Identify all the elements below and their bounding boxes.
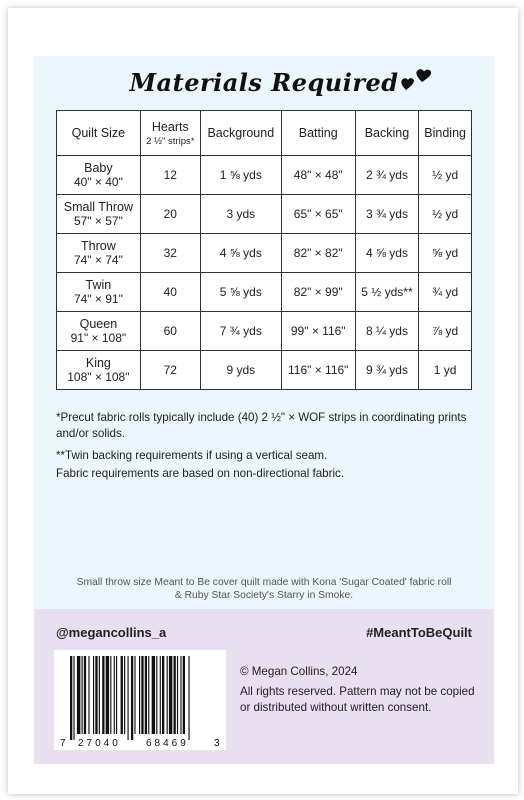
- table-row: [57, 273, 472, 312]
- cell-hearts: 40: [140, 273, 200, 312]
- header-hearts: Hearts 2 ½" strips*: [140, 111, 200, 156]
- cell-binding: ¾ yd: [419, 273, 472, 312]
- barcode-bar: [131, 656, 133, 740]
- copyright-line: © Megan Collins, 2024: [240, 665, 358, 678]
- barcode-bar: [93, 656, 94, 734]
- barcode-bar: [110, 656, 111, 734]
- barcode-bar: [77, 656, 80, 734]
- barcode: [54, 650, 226, 750]
- barcode-digit-check: 3: [214, 738, 220, 749]
- barcode-bar: [152, 656, 155, 734]
- cell-batting: 116" × 116": [281, 351, 355, 390]
- cell-backing: 3 ¾ yds: [355, 195, 419, 234]
- cell-binding: ½ yd: [419, 156, 472, 195]
- cell-background: 5 ⅝ yds: [200, 273, 281, 312]
- header-background: Background: [200, 111, 281, 156]
- barcode-bar: [121, 656, 123, 734]
- rights-line: All rights reserved. Pattern may not be copied or distributed without written consent.: [240, 685, 475, 714]
- cell-backing: 5 ½ yds**: [355, 273, 419, 312]
- cell-background: 1 ⅝ yds: [200, 156, 281, 195]
- barcode-bar: [169, 656, 172, 734]
- cell-batting: 65" × 65": [281, 195, 355, 234]
- cell-size: Baby 40" × 40": [57, 156, 141, 195]
- table-row: [57, 195, 472, 234]
- table-row: [57, 156, 472, 195]
- barcode-digit-lead: 7: [60, 738, 66, 749]
- barcode-bar: [167, 656, 168, 734]
- cell-backing: 4 ⅝ yds: [355, 234, 419, 273]
- cover-caption: Small throw size Meant to Be cover quilt made with Kona 'Sugar Coated' fabric roll & Ruby Star Society's Starry in Smoke.: [76, 577, 452, 601]
- cell-binding: ⅞ yd: [419, 312, 472, 351]
- barcode-bar: [84, 656, 86, 734]
- barcode-bar: [124, 656, 125, 734]
- precut-note: *Precut fabric rolls typically include (40) 2 ½" × WOF strips in coordinating prints and/or solids.: [56, 411, 467, 440]
- cell-background: 4 ⅝ yds: [200, 234, 281, 273]
- cell-size: Throw 74" × 74": [57, 234, 141, 273]
- cell-background: 7 ¾ yds: [200, 312, 281, 351]
- barcode-bar: [95, 656, 97, 734]
- barcode-bar: [134, 656, 135, 734]
- cell-hearts: 12: [140, 156, 200, 195]
- barcode-digit-right: 68469: [146, 738, 189, 749]
- barcode-bar: [141, 656, 143, 734]
- social-handle: @megancollins_a: [56, 625, 167, 640]
- cell-binding: ⅝ yd: [419, 234, 472, 273]
- header-binding: Binding: [419, 111, 472, 156]
- materials-table: [56, 110, 472, 390]
- barcode-bar: [162, 656, 164, 734]
- barcode-bar: [156, 656, 157, 734]
- table-header-row: [57, 111, 472, 156]
- cell-background: 9 yds: [200, 351, 281, 390]
- cell-batting: 48" × 48": [281, 156, 355, 195]
- barcode-bar: [174, 656, 176, 734]
- cell-hearts: 72: [140, 351, 200, 390]
- barcode-bar: [145, 656, 147, 734]
- twin-note: **Twin backing requirements if using a vertical seam.: [56, 449, 328, 462]
- cell-binding: 1 yd: [419, 351, 472, 390]
- cell-hearts: 32: [140, 234, 200, 273]
- barcode-image: [54, 650, 226, 750]
- notes-section: [56, 410, 476, 488]
- header-batting: Batting: [281, 111, 355, 156]
- barcode-bar: [177, 656, 178, 734]
- barcode-bar: [99, 656, 100, 734]
- table-row: [57, 312, 472, 351]
- barcode-bar: [88, 656, 89, 734]
- header-quilt-size: Quilt Size: [57, 111, 141, 156]
- hearts-strip-note: 2 ½" strips*: [146, 135, 195, 147]
- cell-size: Small Throw 57" × 57": [57, 195, 141, 234]
- cell-background: 3 yds: [200, 195, 281, 234]
- cell-batting: 82" × 82": [281, 234, 355, 273]
- barcode-digit-left: 27040: [78, 738, 121, 749]
- cell-batting: 82" × 99": [281, 273, 355, 312]
- header-backing: Backing: [355, 111, 419, 156]
- page-title: Materials Required: [129, 68, 399, 97]
- barcode-bar: [128, 656, 129, 740]
- barcode-bar: [148, 656, 149, 734]
- cell-hearts: 20: [140, 195, 200, 234]
- barcode-bar: [160, 656, 161, 734]
- cell-batting: 99" × 116": [281, 312, 355, 351]
- barcode-bar: [106, 656, 109, 734]
- directional-note: Fabric requirements are based on non-directional fabric.: [56, 467, 345, 480]
- cell-hearts: 60: [140, 312, 200, 351]
- cell-backing: 9 ¾ yds: [355, 351, 419, 390]
- cell-size: King 108" × 108": [57, 351, 141, 390]
- copyright-block: [240, 664, 480, 720]
- cell-backing: 2 ¾ yds: [355, 156, 419, 195]
- cell-size: Twin 74" × 91": [57, 273, 141, 312]
- barcode-bar: [70, 656, 72, 740]
- barcode-bar: [102, 656, 104, 734]
- barcode-bar: [180, 656, 181, 734]
- barcode-bar: [82, 656, 83, 734]
- hashtag: #MeantToBeQuilt: [366, 625, 472, 640]
- barcode-bar: [114, 656, 115, 734]
- table-row: [57, 234, 472, 273]
- barcode-bar: [73, 656, 74, 740]
- materials-card: [34, 56, 494, 764]
- barcode-bar: [139, 656, 140, 734]
- cell-binding: ½ yd: [419, 195, 472, 234]
- barcode-bar: [116, 656, 117, 734]
- barcode-bar: [183, 656, 185, 734]
- cell-backing: 8 ¼ yds: [355, 312, 419, 351]
- table-row: [57, 351, 472, 390]
- barcode-bar: [188, 656, 189, 740]
- hearts-icon: [400, 68, 436, 96]
- cell-size: Queen 91" × 108": [57, 312, 141, 351]
